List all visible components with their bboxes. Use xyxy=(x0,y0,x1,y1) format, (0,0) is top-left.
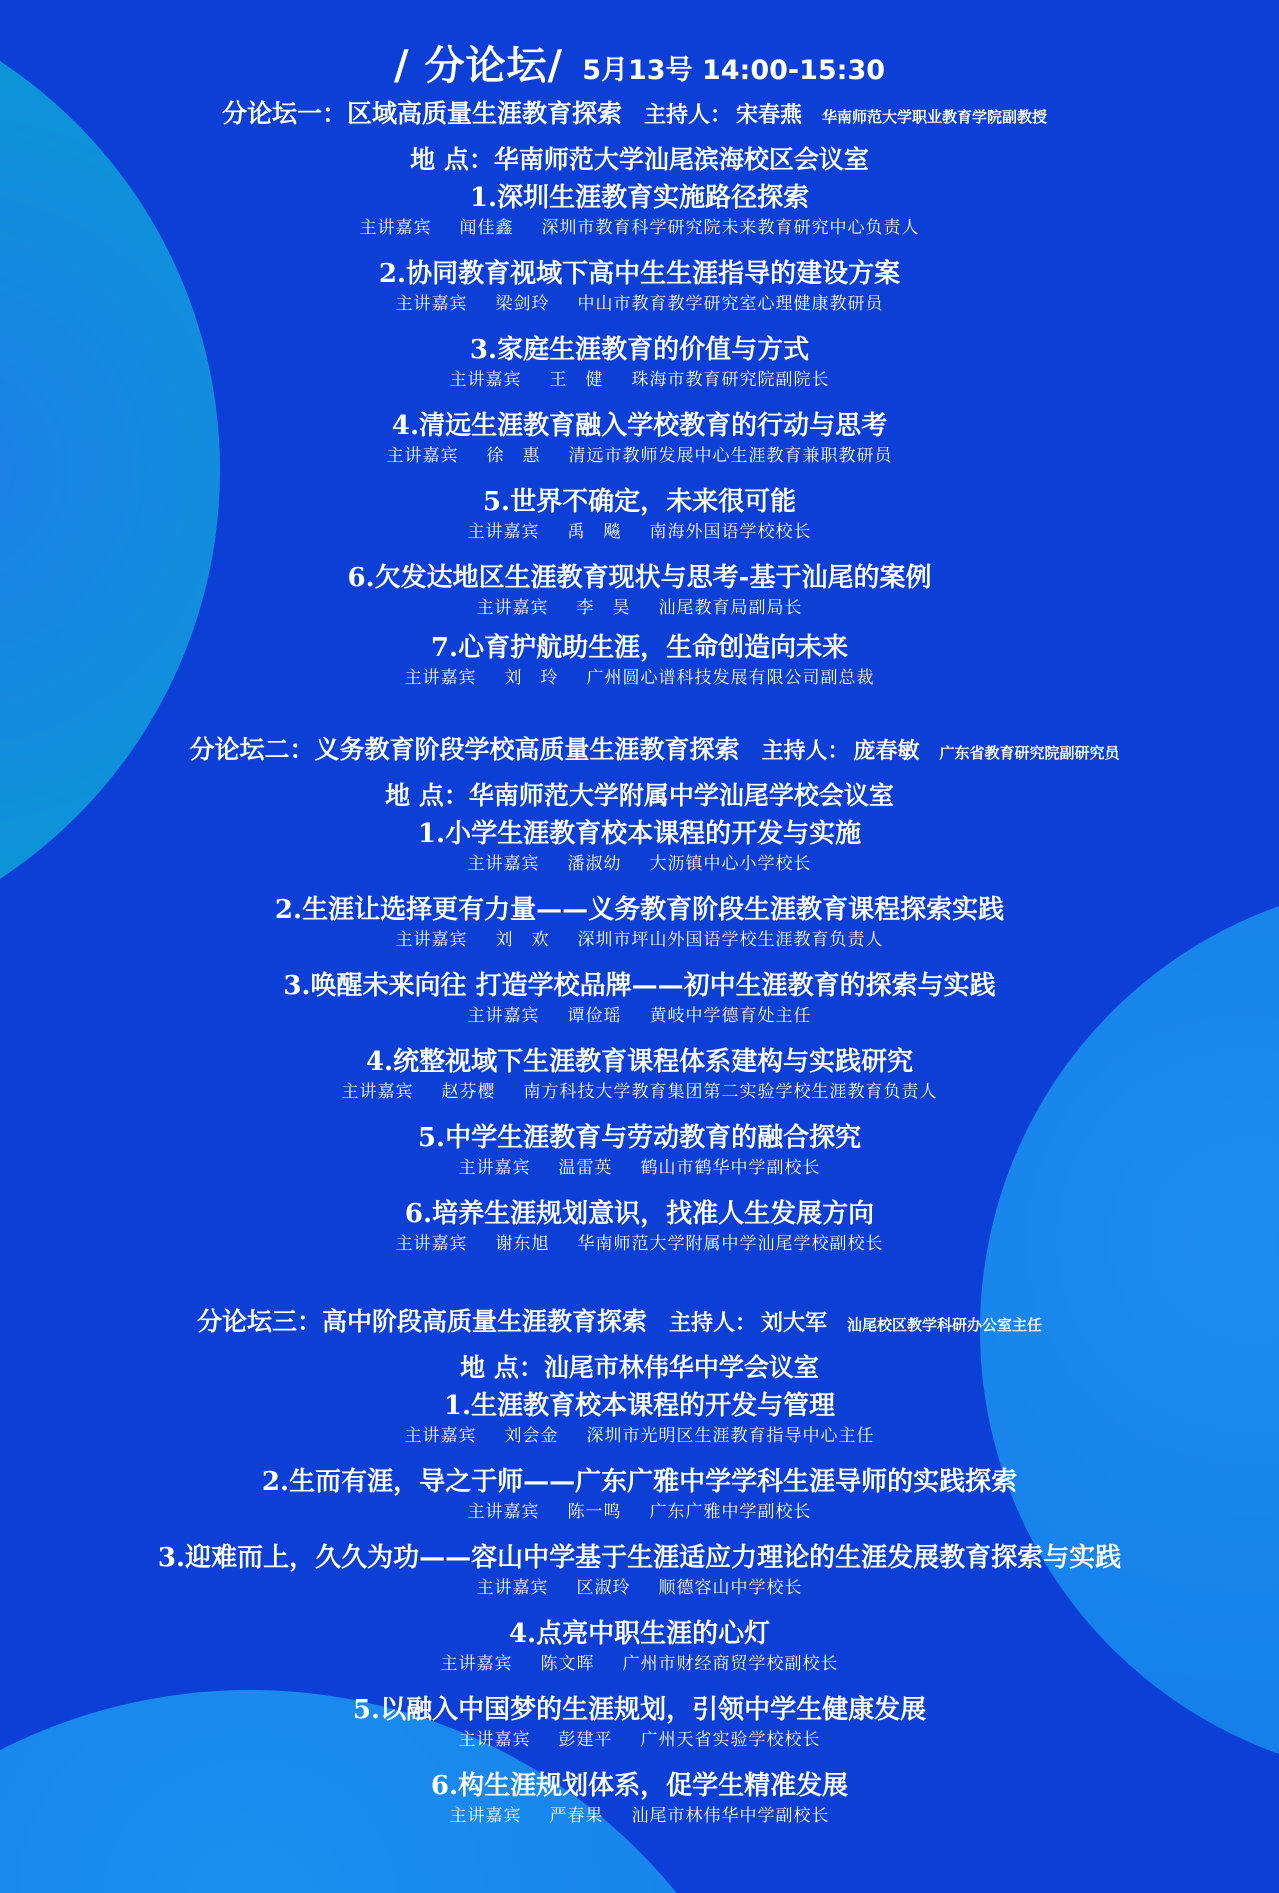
forum-title: 分论坛二：义务教育阶段学校高质量生涯教育探索 xyxy=(189,735,740,764)
speaker-label: 主讲嘉宾 xyxy=(449,1806,522,1826)
talk-list xyxy=(0,816,1279,1256)
speaker-name: 潘淑幼 xyxy=(567,854,622,874)
forum-heading xyxy=(30,730,1279,766)
talk-title: 5.中学生涯教育与劳动教育的融合探究 xyxy=(417,1123,862,1153)
host-label: 主持人： xyxy=(643,102,732,128)
talk-item xyxy=(0,1768,1279,1828)
host-role: 广东省教育研究院副研究员 xyxy=(939,744,1120,762)
talk-speaker-line xyxy=(0,368,1279,392)
host-role: 汕尾校区教学科研办公室主任 xyxy=(847,1316,1043,1334)
talk-item xyxy=(0,1120,1279,1180)
talk-title: 2.协同教育视域下高中生生涯指导的建设方案 xyxy=(378,259,901,289)
speaker-role: 黄岐中学德育处主任 xyxy=(649,1006,812,1026)
speaker-name: 禹 飚 xyxy=(567,522,622,542)
talk-speaker-line xyxy=(0,1004,1279,1028)
speaker-role: 广州圆心谱科技发展有限公司副总裁 xyxy=(586,668,875,688)
talk-title: 6.欠发达地区生涯教育现状与思考-基于汕尾的案例 xyxy=(347,563,932,593)
talk-title: 4.统整视域下生涯教育课程体系建构与实践研究 xyxy=(365,1047,914,1077)
speaker-label: 主讲嘉宾 xyxy=(395,1234,468,1254)
host-role: 华南师范大学职业教育学院副教授 xyxy=(822,108,1048,126)
speaker-name: 赵芬樱 xyxy=(441,1082,496,1102)
speaker-role: 深圳市光明区生涯教育指导中心主任 xyxy=(586,1426,875,1446)
speaker-role: 鹤山市鹤华中学副校长 xyxy=(640,1158,821,1178)
speaker-name: 李 昊 xyxy=(576,598,631,618)
talk-item xyxy=(0,560,1279,620)
talk-item xyxy=(0,1464,1279,1524)
talk-title: 3.唤醒未来向往 打造学校品牌——初中生涯教育的探索与实践 xyxy=(283,971,996,1001)
forum-section-3 xyxy=(0,1302,1279,1828)
speaker-label: 主讲嘉宾 xyxy=(458,1158,531,1178)
talk-speaker-line xyxy=(0,292,1279,316)
host-name: 刘大军 xyxy=(761,1310,828,1336)
talk-speaker-line xyxy=(0,1728,1279,1752)
talk-item xyxy=(0,180,1279,240)
talk-title: 1.生涯教育校本课程的开发与管理 xyxy=(443,1391,836,1421)
talk-item xyxy=(0,408,1279,468)
speaker-name: 刘会金 xyxy=(504,1426,559,1446)
speaker-label: 主讲嘉宾 xyxy=(449,370,522,390)
forum-heading xyxy=(0,94,1279,130)
talk-item xyxy=(0,1044,1279,1104)
speaker-name: 刘 玲 xyxy=(504,668,559,688)
speaker-role: 清远市教师发展中心生涯教育兼职教研员 xyxy=(568,446,893,466)
talk-item xyxy=(0,968,1279,1028)
forum-venue: 地 点：华南师范大学汕尾滨海校区会议室 xyxy=(410,145,869,174)
talk-item xyxy=(0,1196,1279,1256)
talk-speaker-line xyxy=(0,1500,1279,1524)
talk-title: 1.深圳生涯教育实施路径探索 xyxy=(469,183,810,213)
talk-title: 4.点亮中职生涯的心灯 xyxy=(508,1619,771,1649)
speaker-label: 主讲嘉宾 xyxy=(458,1730,531,1750)
talk-item xyxy=(0,1692,1279,1752)
speaker-name: 徐 惠 xyxy=(486,446,541,466)
speaker-role: 中山市教育教学研究室心理健康教研员 xyxy=(577,294,884,314)
speaker-role: 南海外国语学校校长 xyxy=(649,522,812,542)
speaker-label: 主讲嘉宾 xyxy=(467,854,540,874)
talk-item xyxy=(0,1388,1279,1448)
speaker-role: 深圳市坪山外国语学校生涯教育负责人 xyxy=(577,930,884,950)
host-name: 宋春燕 xyxy=(736,102,803,128)
talk-item xyxy=(0,816,1279,876)
speaker-name: 陈一鸣 xyxy=(567,1502,622,1522)
talk-item xyxy=(0,484,1279,544)
forum-venue: 地 点：汕尾市林伟华中学会议室 xyxy=(460,1353,819,1382)
speaker-role: 华南师范大学附属中学汕尾学校副校长 xyxy=(577,1234,884,1254)
forum-title: 分论坛一：区域高质量生涯教育探索 xyxy=(221,99,622,128)
talk-item xyxy=(0,1616,1279,1676)
speaker-role: 广州天省实验学校校长 xyxy=(640,1730,821,1750)
speaker-name: 陈文晖 xyxy=(540,1654,595,1674)
talk-item xyxy=(0,630,1279,690)
talk-title: 7.心育护航助生涯，生命创造向未来 xyxy=(430,633,849,663)
speaker-role: 汕尾市林伟华中学副校长 xyxy=(631,1806,830,1826)
talk-speaker-line xyxy=(0,666,1279,690)
speaker-label: 主讲嘉宾 xyxy=(395,294,468,314)
speaker-label: 主讲嘉宾 xyxy=(467,1502,540,1522)
forum-heading xyxy=(0,1302,1279,1338)
talk-speaker-line xyxy=(0,1232,1279,1256)
talk-speaker-line xyxy=(0,1652,1279,1676)
host-name: 庞春敏 xyxy=(853,738,920,764)
talk-item xyxy=(0,256,1279,316)
speaker-label: 主讲嘉宾 xyxy=(404,1426,477,1446)
speaker-name: 王 健 xyxy=(549,370,604,390)
speaker-name: 梁剑玲 xyxy=(495,294,550,314)
talk-speaker-line xyxy=(0,216,1279,240)
speaker-label: 主讲嘉宾 xyxy=(341,1082,414,1102)
session-time: 5月13号 14:00-15:30 xyxy=(582,55,886,86)
talk-title: 1.小学生涯教育校本课程的开发与实施 xyxy=(417,819,862,849)
talk-speaker-line xyxy=(0,928,1279,952)
speaker-label: 主讲嘉宾 xyxy=(386,446,459,466)
talk-speaker-line xyxy=(0,852,1279,876)
speaker-role: 汕尾教育局副局长 xyxy=(658,598,803,618)
speaker-label: 主讲嘉宾 xyxy=(395,930,468,950)
speaker-role: 深圳市教育科学研究院未来教育研究中心负责人 xyxy=(541,218,920,238)
speaker-name: 温雷英 xyxy=(558,1158,613,1178)
talk-speaker-line xyxy=(0,1576,1279,1600)
speaker-label: 主讲嘉宾 xyxy=(476,598,549,618)
talk-speaker-line xyxy=(0,1804,1279,1828)
talk-speaker-line xyxy=(0,444,1279,468)
talk-title: 6.培养生涯规划意识，找准人生发展方向 xyxy=(404,1199,875,1229)
talk-list xyxy=(0,180,1279,690)
talk-title: 2.生而有涯，导之于师——广东广雅中学学科生涯导师的实践探索 xyxy=(261,1467,1018,1497)
talk-list xyxy=(0,1388,1279,1828)
host-label: 主持人： xyxy=(761,738,850,764)
speaker-role: 顺德容山中学校长 xyxy=(658,1578,803,1598)
forum-section-2 xyxy=(0,730,1279,1256)
talk-title: 3.家庭生涯教育的价值与方式 xyxy=(469,335,810,365)
speaker-name: 谭俭瑶 xyxy=(567,1006,622,1026)
talk-title: 2.生涯让选择更有力量——义务教育阶段生涯教育课程探索实践 xyxy=(274,895,1005,925)
page-title: / 分论坛/ xyxy=(393,42,564,89)
forum-venue: 地 点：华南师范大学附属中学汕尾学校会议室 xyxy=(385,781,894,810)
speaker-role: 广州市财经商贸学校副校长 xyxy=(622,1654,839,1674)
speaker-name: 谢东旭 xyxy=(495,1234,550,1254)
speaker-role: 珠海市教育研究院副院长 xyxy=(631,370,830,390)
talk-speaker-line xyxy=(0,520,1279,544)
talk-speaker-line xyxy=(0,1424,1279,1448)
talk-title: 3.迎难而上，久久为功——容山中学基于生涯适应力理论的生涯发展教育探索与实践 xyxy=(157,1543,1122,1573)
page-header xyxy=(0,34,1279,91)
speaker-label: 主讲嘉宾 xyxy=(440,1654,513,1674)
speaker-label: 主讲嘉宾 xyxy=(476,1578,549,1598)
talk-title: 4.清远生涯教育融入学校教育的行动与思考 xyxy=(391,411,888,441)
speaker-role: 大沥镇中心小学校长 xyxy=(649,854,812,874)
speaker-name: 严春果 xyxy=(549,1806,604,1826)
speaker-name: 区淑玲 xyxy=(576,1578,631,1598)
speaker-name: 彭建平 xyxy=(558,1730,613,1750)
talk-speaker-line xyxy=(0,1080,1279,1104)
speaker-name: 刘 欢 xyxy=(495,930,550,950)
forum-title: 分论坛三：高中阶段高质量生涯教育探索 xyxy=(196,1307,647,1336)
speaker-label: 主讲嘉宾 xyxy=(404,668,477,688)
speaker-name: 闻佳鑫 xyxy=(459,218,514,238)
talk-item xyxy=(0,892,1279,952)
forum-section-1 xyxy=(0,94,1279,690)
talk-title: 6.构生涯规划体系，促学生精准发展 xyxy=(430,1771,849,1801)
speaker-label: 主讲嘉宾 xyxy=(359,218,432,238)
speaker-label: 主讲嘉宾 xyxy=(467,1006,540,1026)
talk-speaker-line xyxy=(0,596,1279,620)
speaker-role: 广东广雅中学副校长 xyxy=(649,1502,812,1522)
talk-title: 5.世界不确定，未来很可能 xyxy=(482,487,797,517)
host-label: 主持人： xyxy=(668,1310,757,1336)
talk-item xyxy=(0,1540,1279,1600)
talk-speaker-line xyxy=(0,1156,1279,1180)
talk-item xyxy=(0,332,1279,392)
speaker-label: 主讲嘉宾 xyxy=(467,522,540,542)
talk-title: 5.以融入中国梦的生涯规划，引领中学生健康发展 xyxy=(352,1695,927,1725)
speaker-role: 南方科技大学教育集团第二实验学校生涯教育负责人 xyxy=(523,1082,938,1102)
